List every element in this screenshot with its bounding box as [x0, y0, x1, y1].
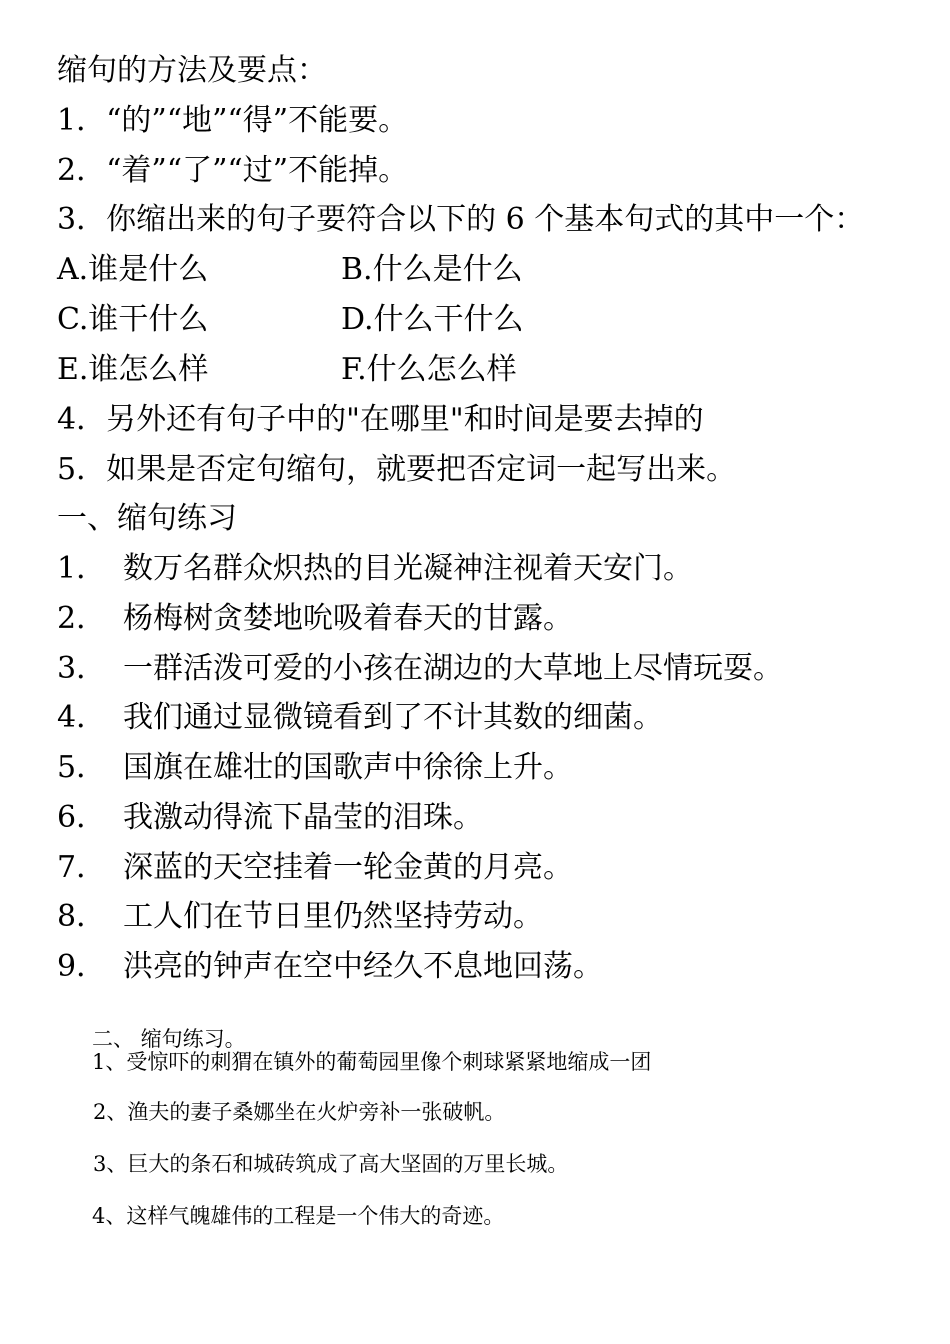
exercise-item — [57, 748, 573, 788]
exercise-text: 杨梅树贪婪地吮吸着春天的甘露。 — [123, 601, 573, 636]
section-1-title: 一、缩句练习 — [57, 501, 237, 536]
pattern-e: E.谁怎么样 — [57, 352, 209, 387]
page-heading: 缩句的方法及要点： — [57, 53, 327, 88]
exercise-number: 4． — [57, 700, 107, 735]
exercise-text: 我激动得流下晶莹的泪珠。 — [123, 800, 483, 835]
pattern-a: A.谁是什么 — [57, 252, 209, 287]
exercise-item — [57, 599, 573, 639]
exercise-item — [57, 947, 603, 987]
rule-4: 4．另外还有句子中的"在哪里"和时间是要去掉的 — [57, 402, 704, 437]
exercise-item — [57, 897, 543, 937]
exercise-number: 6． — [57, 800, 107, 835]
exercise-text: 数万名群众炽热的目光凝神注视着天安门。 — [123, 551, 693, 586]
section-2-item: 3、巨大的条石和城砖筑成了高大坚固的万里长城。 — [93, 1152, 569, 1176]
exercise-number: 9． — [57, 949, 107, 984]
exercise-item — [57, 649, 783, 689]
exercise-number: 8． — [57, 899, 107, 934]
rule-5: 5．如果是否定句缩句，就要把否定词一起写出来。 — [57, 452, 737, 487]
exercise-item — [57, 798, 483, 838]
exercise-text: 洪亮的钟声在空中经久不息地回荡。 — [123, 949, 603, 984]
exercise-text: 我们通过显微镜看到了不计其数的细菌。 — [123, 700, 663, 735]
exercise-item — [57, 698, 663, 738]
exercise-number: 2． — [57, 601, 107, 636]
exercise-text: 工人们在节日里仍然坚持劳动。 — [123, 899, 543, 934]
exercise-text: 国旗在雄壮的国歌声中徐徐上升。 — [123, 750, 573, 785]
pattern-c: C.谁干什么 — [57, 302, 209, 337]
exercise-item — [57, 848, 573, 888]
rule-1: 1．“的”“地”“得”不能要。 — [57, 103, 409, 138]
pattern-d: D.什么干什么 — [341, 302, 524, 337]
exercise-number: 1． — [57, 551, 107, 586]
section-2-item: 1、受惊吓的刺猬在镇外的葡萄园里像个刺球紧紧地缩成一团 — [92, 1050, 652, 1074]
exercise-item — [57, 549, 693, 589]
section-2-item: 4、这样气魄雄伟的工程是一个伟大的奇迹。 — [92, 1204, 505, 1228]
pattern-b: B.什么是什么 — [341, 252, 523, 287]
exercise-number: 7． — [57, 850, 107, 885]
exercise-text: 一群活泼可爱的小孩在湖边的大草地上尽情玩耍。 — [123, 651, 783, 686]
pattern-f: F.什么怎么样 — [341, 352, 517, 387]
rule-2: 2．“着”“了”“过”不能掉。 — [57, 153, 409, 188]
exercise-text: 深蓝的天空挂着一轮金黄的月亮。 — [123, 850, 573, 885]
section-2-item: 2、渔夫的妻子桑娜坐在火炉旁补一张破帆。 — [93, 1100, 506, 1124]
rule-3: 3．你缩出来的句子要符合以下的 6 个基本句式的其中一个： — [57, 202, 865, 237]
section-2-title: 二、 缩句练习。 — [92, 1027, 246, 1051]
exercise-number: 5． — [57, 750, 107, 785]
exercise-number: 3． — [57, 651, 107, 686]
